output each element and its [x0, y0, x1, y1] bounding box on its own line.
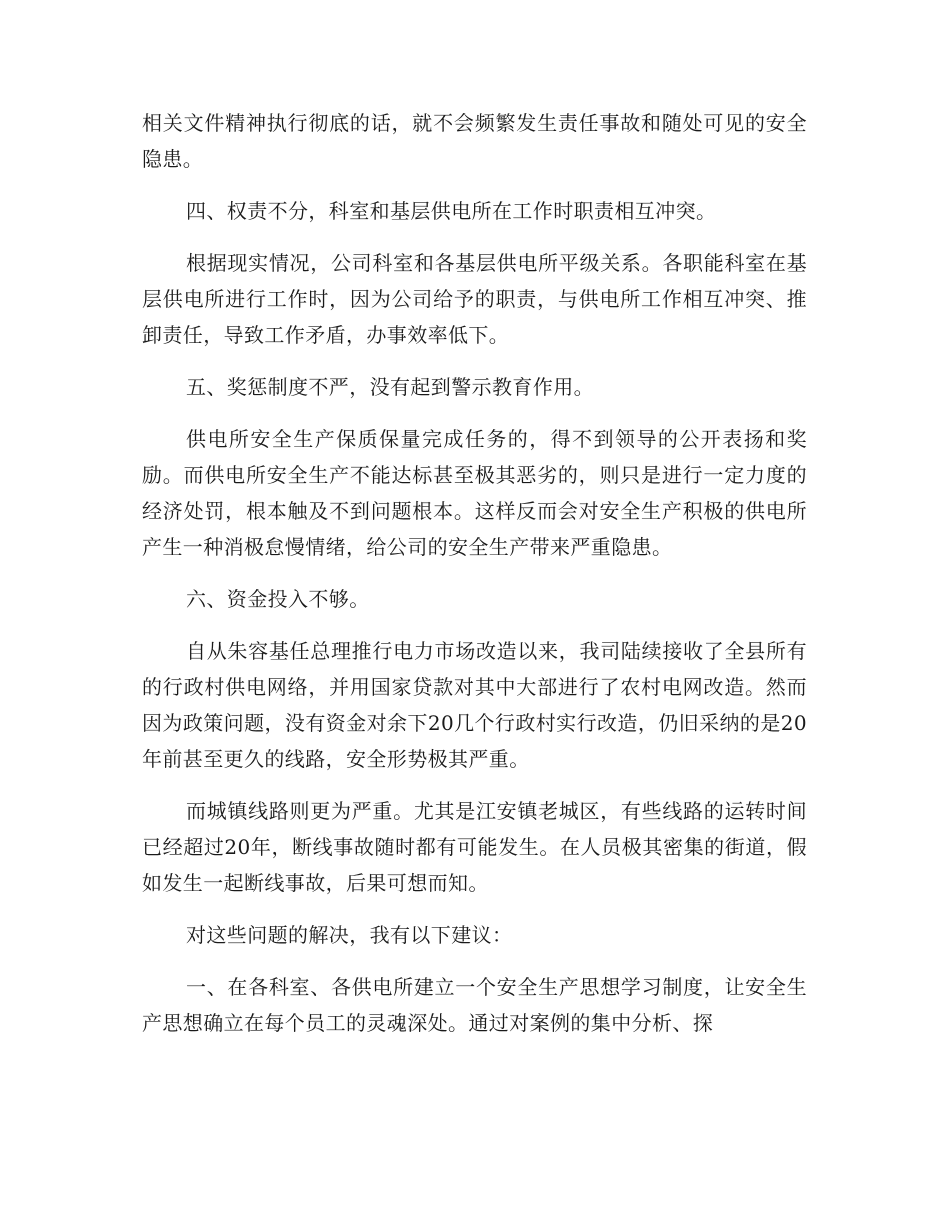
paragraph-body: 根据现实情况，公司科室和各基层供电所平级关系。各职能科室在基层供电所进行工作时，因为公司给予的职责，与供电所工作相互冲突、推卸责任，导致工作矛盾，办事效率低下。 [142, 251, 807, 347]
paragraph-continuation: 相关文件精神执行彻底的话，就不会频繁发生责任事故和随处可见的安全隐患。 [142, 111, 807, 171]
section-heading-5: 五、奖惩制度不严，没有起到警示教育作用。 [186, 375, 594, 399]
paragraph-intro-suggestions: 对这些问题的解决，我有以下建议： [186, 923, 513, 947]
paragraph-body: 供电所安全生产保质保量完成任务的，得不到领导的公开表扬和奖励。而供电所安全生产不能达标甚至极其恶劣的，则只是进行一定力度的经济处罚，根本触及不到问题根本。这样反而会对安全生产积极的供电所产生一种消极怠慢情绪，给公司的安全生产带来严重隐患。 [142, 427, 807, 559]
suggestion-1: 一、在各科室、各供电所建立一个安全生产思想学习制度，让安全生产思想确立在每个员工的灵魂深处。通过对案例的集中分析、探 [142, 975, 807, 1035]
section-heading-6: 六、资金投入不够。 [186, 587, 370, 611]
paragraph-body: 而城镇线路则更为严重。尤其是江安镇老城区，有些线路的运转时间已经超过20年，断线事故随时都有可能发生。在人员极其密集的街道，假如发生一起断线事故，后果可想而知。 [142, 799, 807, 895]
section-heading-4: 四、权责不分，科室和基层供电所在工作时职责相互冲突。 [186, 199, 717, 223]
document-page [142, 105, 807, 1057]
paragraph-body: 自从朱容基任总理推行电力市场改造以来，我司陆续接收了全县所有的行政村供电网络，并用国家贷款对其中大部进行了农村电网改造。然而因为政策问题，没有资金对余下20几个行政村实行改造，仍旧采纳的是20年前甚至更久的线路，安全形势极其严重。 [142, 639, 807, 771]
